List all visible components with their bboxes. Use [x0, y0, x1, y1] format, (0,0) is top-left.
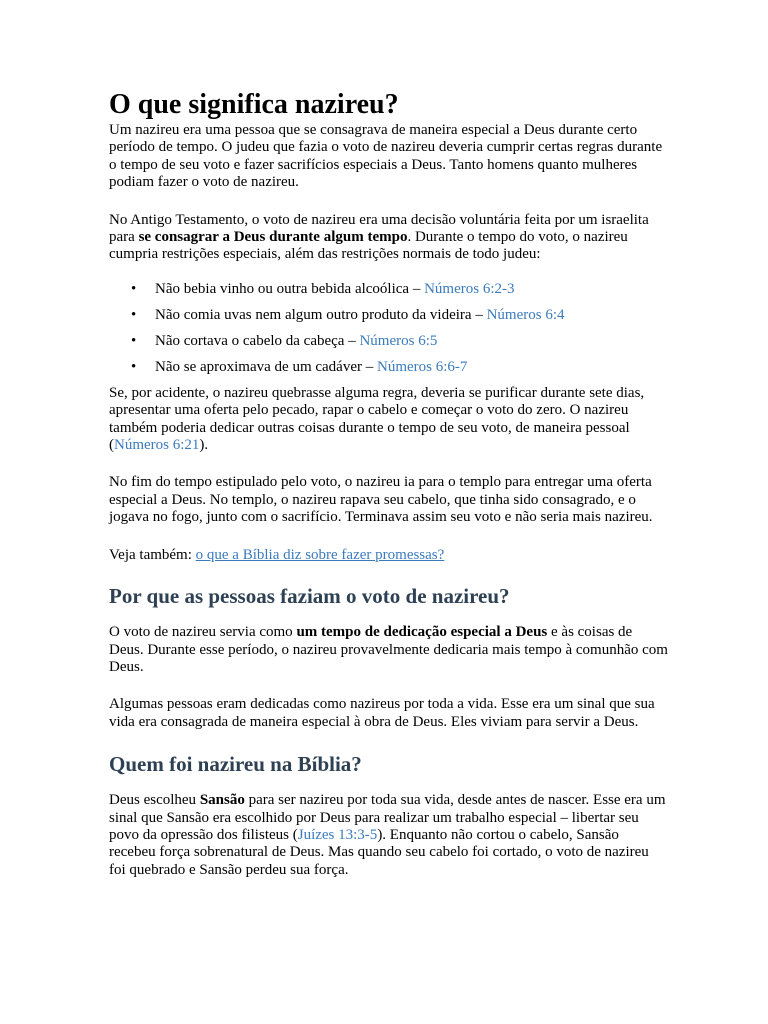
scripture-link[interactable]: Números 6:5	[359, 332, 438, 349]
end-of-vow-paragraph: No fim do tempo estipulado pelo voto, o nazireu ia para o templo para entregar uma oferta especial a Deus. No templo, o nazireu rapava seu cabelo, que tinha sido consagrado, e o jogava no fogo, junto com o sacrifício. Terminava assim seu voto e não seria mais nazireu.	[109, 474, 653, 526]
bullet-icon: •	[131, 332, 137, 349]
section-heading-why: Por que as pessoas faziam o voto de nazireu?	[109, 584, 510, 609]
see-also-line: Veja também: o que a Bíblia diz sobre fazer promessas?	[109, 546, 445, 563]
scripture-link[interactable]: Números 6:6-7	[377, 358, 468, 375]
bullet-icon: •	[131, 358, 137, 375]
bullet-icon: •	[131, 306, 137, 323]
scripture-link[interactable]: Números 6:2-3	[424, 280, 515, 297]
accident-paragraph: Se, por acidente, o nazireu quebrasse alguma regra, deveria se purificar durante sete dias, apresentar uma oferta pelo pecado, rapar o cabelo e começar o voto do zero. O nazireu também poderia dedicar outras coisas durante o tempo de seu voto, de maneira pessoal (Números 6:21).	[109, 384, 645, 454]
list-item: • Não cortava o cabelo da cabeça – Números 6:5	[131, 332, 438, 349]
why-paragraph-2: Algumas pessoas eram dedicadas como nazireus por toda a vida. Esse era um sinal que sua vida era consagrada de maneira especial à obra de Deus. Eles viviam para servir a Deus.	[109, 696, 655, 730]
old-testament-paragraph: No Antigo Testamento, o voto de nazireu era uma decisão voluntária feita por um israelita para se consagrar a Deus durante algum tempo. Durante o tempo do voto, o nazireu cumpria restrições especiais, além das restrições normais de todo judeu:	[109, 211, 649, 263]
bullet-icon: •	[131, 280, 137, 297]
scripture-link[interactable]: Juízes 13:3-5	[297, 826, 378, 843]
why-paragraph-1: O voto de nazireu servia como um tempo de dedicação especial a Deus e às coisas de Deus. Durante esse período, o nazireu provavelmente dedicaria mais tempo à comunhão com Deus.	[109, 624, 668, 675]
restrictions-list	[109, 281, 669, 376]
article	[109, 88, 669, 879]
see-also-link[interactable]: o que a Bíblia diz sobre fazer promessas?	[195, 546, 445, 563]
page-title: O que significa nazireu?	[109, 89, 399, 120]
section-heading-who: Quem foi nazireu na Bíblia?	[109, 752, 362, 777]
list-item: • Não bebia vinho ou outra bebida alcoólica – Números 6:2-3	[131, 280, 515, 297]
who-paragraph-1: Deus escolheu Sansão para ser nazireu por toda sua vida, desde antes de nascer. Esse era um sinal que Sansão era escolhido por Deus para realizar um trabalho especial – libertar seu povo da opressão dos filisteus (Juízes 13:3-5). Enquanto não cortou o cabelo, Sansão recebeu força sobrenatural de Deus. Mas quando seu cabelo foi cortado, o voto de nazireu foi quebrado e Sansão perdeu sua força.	[109, 792, 666, 878]
intro-paragraph: Um nazireu era uma pessoa que se consagrava de maneira especial a Deus durante certo período de tempo. O judeu que fazia o voto de nazireu deveria cumprir certas regras durante o tempo de seu voto e fazer sacrifícios especiais a Deus. Tanto homens quanto mulheres podiam fazer o voto de nazireu.	[109, 122, 663, 191]
list-item: • Não comia uvas nem algum outro produto da videira – Números 6:4	[131, 306, 565, 323]
scripture-link[interactable]: Números 6:4	[486, 306, 565, 323]
list-item: • Não se aproximava de um cadáver – Números 6:6-7	[131, 358, 468, 375]
scripture-link[interactable]: Números 6:21	[114, 437, 200, 454]
